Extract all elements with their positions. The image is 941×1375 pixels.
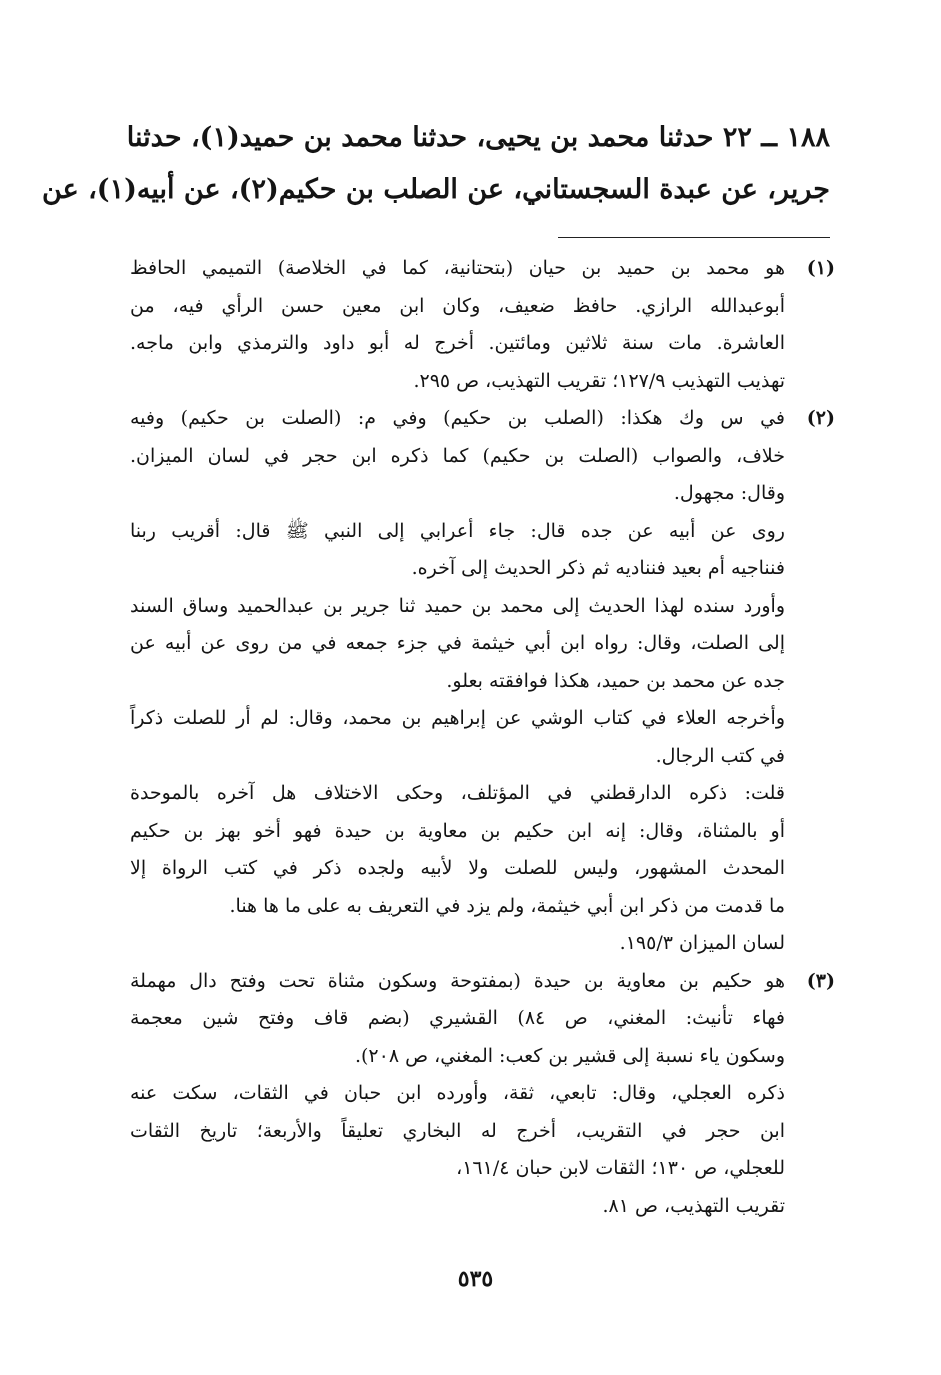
footnotes xyxy=(130,250,835,1225)
footnote-line: المحدث المشهور، وليس للصلت ولا لأبيه ولجده ذكر في كتب الرواة إلا xyxy=(130,857,785,879)
footnote-line: جده عن محمد بن حميد، هكذا فوافقته بعلو. xyxy=(446,669,785,692)
footnote-line: هو محمد بن حميد بن حيان (بتحتانية، كما في الخلاصة) التميمي الحافظ xyxy=(130,257,786,279)
footnote-number: (٢) xyxy=(806,407,835,429)
footnote-line: وأخرجه العلاء في كتاب الوشي عن إبراهيم بن محمد، وقال: لم أر للصلت ذكراً xyxy=(130,707,785,729)
footnote-line: في س وك هكذا: (الصلب بن حكيم) وفي م: (الصلت بن حكيم) وفيه xyxy=(130,407,785,429)
footnote-1 xyxy=(130,250,835,400)
footnote-line: لسان الميزان ١٩٥/٣. xyxy=(619,932,785,954)
footnote-line: تهذيب التهذيب ١٢٧/٩؛ تقريب التهذيب، ص ٢٩٥. xyxy=(413,369,785,392)
hadith-line: جرير، عن عبدة السجستاني، عن الصلب بن حكيم(٢)، عن أبيه(١)، عن xyxy=(42,174,830,205)
footnote-line: ما قدمت من ذكر ابن أبي خيثمة، ولم يزد في التعريف به على ما ها هنا. xyxy=(229,894,785,917)
footnote-line: للعجلي، ص ١٣٠؛ الثقات لابن حبان ١٦١/٤، xyxy=(456,1157,785,1179)
footnote-line: وسكون ياء نسبة إلى قشير بن كعب: المغني، ص ٢٠٨). xyxy=(354,1044,785,1067)
footnote-line: العاشرة. مات سنة ثلاثين ومائتين. أخرج له أبو داود والترمذي وابن ماجه. xyxy=(130,332,785,354)
footnote-number: (٣) xyxy=(806,969,835,992)
hadith-text xyxy=(42,112,830,216)
footnote-2 xyxy=(130,400,835,963)
footnote-number: (١) xyxy=(806,257,835,279)
footnote-line: في كتب الرجال. xyxy=(655,744,785,767)
footnote-3 xyxy=(130,963,835,1226)
footnote-line: ذكره العجلي، وقال: تابعي، ثقة، وأورده ابن حبان في الثقات، سكت عنه xyxy=(130,1082,785,1104)
footnote-line: أبوعبدالله الرازي. حافظ ضعيف، وكان ابن معين حسن الرأي فيه، من xyxy=(130,294,785,317)
footnote-line: أو بالمثناة، وقال: إنه ابن حكيم بن معاوية بن حيدة فهو أخو بهز بن حكيم xyxy=(130,819,785,842)
hadith-line: ١٨٨ ــ ٢٢ حدثنا محمد بن يحيى، حدثنا محمد بن حميد(١)، حدثنا xyxy=(126,122,830,153)
page-number: ٥٣٥ xyxy=(457,1266,494,1292)
footnote-line: فنناجيه أم بعيد فنناديه ثم ذكر الحديث إلى آخره. xyxy=(411,557,785,579)
footnote-separator xyxy=(558,237,830,238)
footnote-line: إلى الصلت، وقال: رواه ابن أبي خيثمة في جزء جمعه في من روى عن أبيه عن xyxy=(130,632,785,654)
footnote-line: وقال: مجهول. xyxy=(673,482,785,504)
footnote-line: فهاء تأنيث: المغني، ص ٨٤) القشيري (بضم قاف وفتح شين معجمة xyxy=(130,1007,785,1029)
footnote-line: خلاف، والصواب (الصلت بن حكيم) كما ذكره ابن حجر في لسان الميزان. xyxy=(130,444,785,467)
footnote-line: قلت: ذكره الدارقطني في المؤتلف، وحكى الاختلاف هل آخره بالموحدة xyxy=(130,782,785,804)
footnote-line: وأورد سنده لهذا الحديث إلى محمد بن حميد ثنا جرير بن عبدالحميد وساق السند xyxy=(130,594,785,617)
footnote-line: تقريب التهذيب، ص ٨١. xyxy=(602,1194,785,1217)
footnote-line: روى عن أبيه عن جده قال: جاء أعرابي إلى النبي ﷺ قال: أقريب ربنا xyxy=(130,519,785,542)
footnote-line: ابن حجر في التقريب، أخرج له البخاري تعليقاً والأربعة؛ تاريخ الثقات xyxy=(130,1119,785,1142)
footnote-line: هو حكيم بن معاوية بن حيدة (بمفتوحة وسكون مثناة تحت وفتح دال مهملة xyxy=(130,969,785,992)
